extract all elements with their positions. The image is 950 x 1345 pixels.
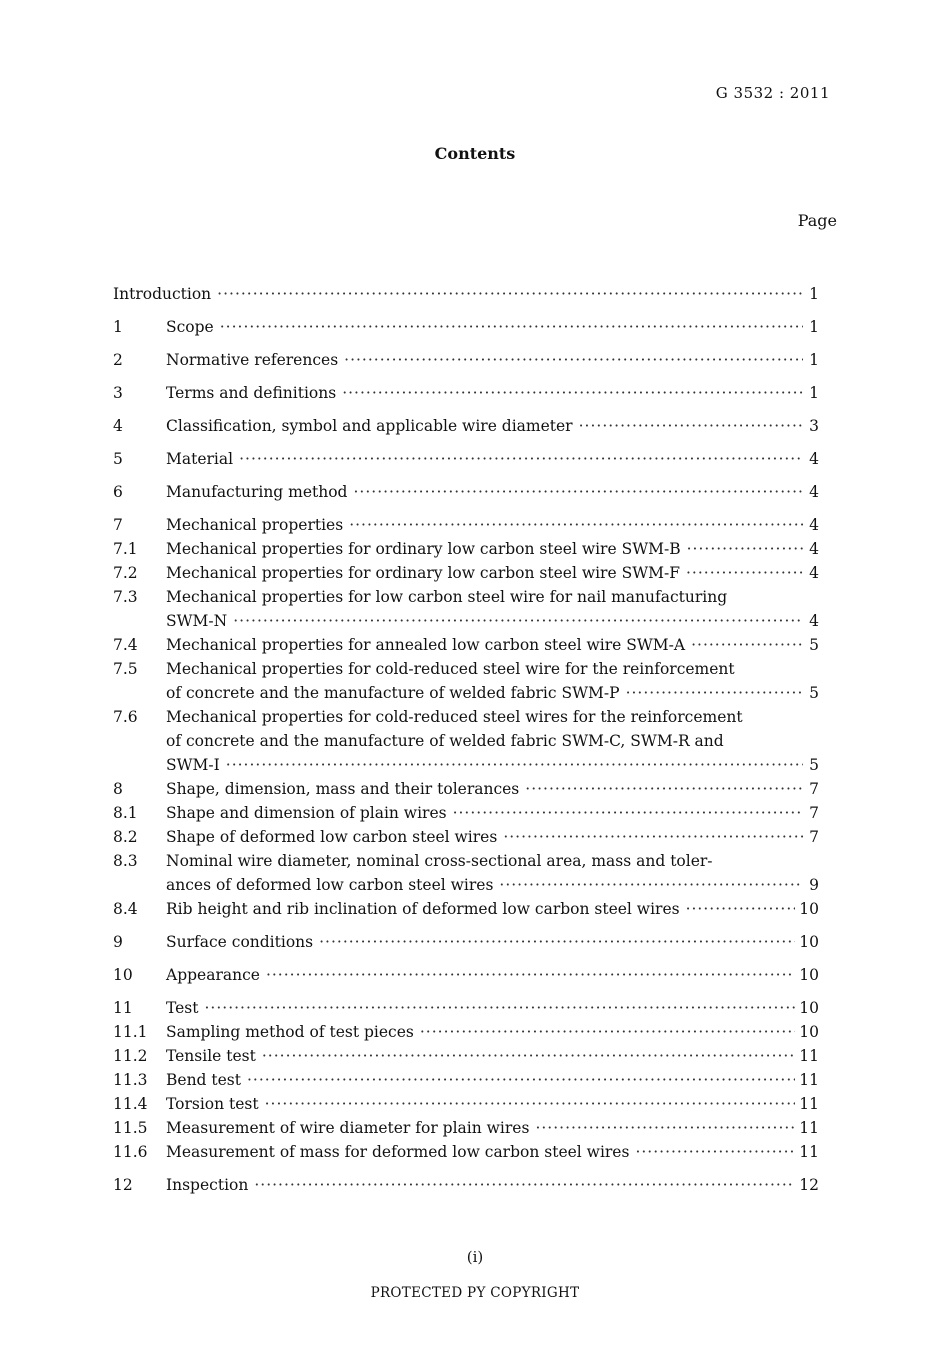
toc-entry-title: Appearance bbox=[166, 966, 260, 984]
toc-entry-page: 4 bbox=[809, 540, 819, 558]
toc-entry-number: 8.4 bbox=[113, 900, 138, 918]
toc-leader-dots bbox=[499, 873, 803, 897]
toc-entry-title: Measurement of mass for deformed low carbon steel wires bbox=[166, 1143, 630, 1161]
toc-entry[interactable] bbox=[113, 849, 819, 897]
toc-entry-number: 8.1 bbox=[113, 804, 138, 822]
toc-entry-page: 9 bbox=[809, 876, 819, 894]
toc-entry[interactable] bbox=[113, 657, 819, 705]
toc-entry-page: 1 bbox=[809, 318, 819, 336]
toc-entry-title: Shape and dimension of plain wires bbox=[166, 804, 447, 822]
toc-entry-page: 7 bbox=[809, 780, 819, 798]
toc-entry[interactable] bbox=[113, 930, 819, 954]
toc-entry[interactable] bbox=[113, 801, 819, 825]
toc-entry-title-line: Mechanical properties for cold-reduced steel wires for the reinforcement bbox=[166, 708, 743, 726]
toc-entry-title: Classification, symbol and applicable wire diameter bbox=[166, 417, 573, 435]
toc-entry-page: 3 bbox=[809, 417, 819, 435]
toc-entry-number: 8 bbox=[113, 780, 123, 798]
toc-entry-title: Test bbox=[166, 999, 199, 1017]
toc-entry-page: 1 bbox=[809, 285, 819, 303]
toc-entry[interactable] bbox=[113, 1092, 819, 1116]
toc-entry-page: 10 bbox=[799, 1023, 819, 1041]
toc-entry-number: 11.2 bbox=[113, 1047, 148, 1065]
toc-leader-dots bbox=[265, 1092, 795, 1116]
toc-leader-dots bbox=[353, 480, 803, 504]
page-column-label: Page bbox=[797, 211, 837, 230]
toc-entry-number: 7.3 bbox=[113, 588, 138, 606]
toc-entry-page: 7 bbox=[809, 828, 819, 846]
toc-entry-page: 10 bbox=[799, 966, 819, 984]
toc-leader-dots bbox=[687, 537, 803, 561]
toc-entry[interactable] bbox=[113, 537, 819, 561]
toc-entry-number: 8.3 bbox=[113, 852, 138, 870]
toc-entry-number: 2 bbox=[113, 351, 123, 369]
toc-entry[interactable] bbox=[113, 1068, 819, 1092]
toc-entry-page: 10 bbox=[799, 933, 819, 951]
toc-entry-title: Tensile test bbox=[166, 1047, 256, 1065]
table-of-contents bbox=[113, 282, 819, 1197]
toc-leader-dots bbox=[525, 777, 803, 801]
toc-leader-dots bbox=[344, 348, 803, 372]
toc-leader-dots bbox=[503, 825, 803, 849]
toc-entry-page: 7 bbox=[809, 804, 819, 822]
toc-entry-title: of concrete and the manufacture of welded fabric SWM-P bbox=[166, 684, 620, 702]
toc-leader-dots bbox=[220, 315, 803, 339]
toc-entry-title: Rib height and rib inclination of deformed low carbon steel wires bbox=[166, 900, 680, 918]
toc-entry-page: 5 bbox=[809, 756, 819, 774]
toc-entry[interactable] bbox=[113, 447, 819, 471]
toc-entry-number: 11.6 bbox=[113, 1143, 148, 1161]
toc-entry-page: 4 bbox=[809, 564, 819, 582]
toc-entry-title: Sampling method of test pieces bbox=[166, 1023, 414, 1041]
toc-leader-dots bbox=[626, 681, 803, 705]
toc-entry-number: 5 bbox=[113, 450, 123, 468]
toc-entry-title: Inspection bbox=[166, 1176, 249, 1194]
toc-entry-number: 11.4 bbox=[113, 1095, 148, 1113]
toc-entry-page: 5 bbox=[809, 684, 819, 702]
toc-entry-title: Mechanical properties for ordinary low carbon steel wire SWM-B bbox=[166, 540, 681, 558]
toc-entry-title: Mechanical properties for annealed low carbon steel wire SWM-A bbox=[166, 636, 686, 654]
toc-leader-dots bbox=[535, 1116, 795, 1140]
toc-entry[interactable] bbox=[113, 282, 819, 306]
toc-leader-dots bbox=[254, 1173, 795, 1197]
toc-entry-title-line: Nominal wire diameter, nominal cross-sectional area, mass and toler- bbox=[166, 852, 713, 870]
toc-entry[interactable] bbox=[113, 1140, 819, 1164]
toc-entry[interactable] bbox=[113, 777, 819, 801]
toc-leader-dots bbox=[420, 1020, 795, 1044]
toc-entry-number: 8.2 bbox=[113, 828, 138, 846]
toc-leader-dots bbox=[217, 282, 803, 306]
toc-leader-dots bbox=[349, 513, 803, 537]
toc-entry[interactable] bbox=[113, 996, 819, 1020]
toc-entry-title: Bend test bbox=[166, 1071, 241, 1089]
toc-entry-page: 10 bbox=[799, 999, 819, 1017]
toc-entry-title: Introduction bbox=[113, 285, 212, 303]
toc-entry-title: Mechanical properties for ordinary low carbon steel wire SWM-F bbox=[166, 564, 680, 582]
toc-entry-page: 10 bbox=[799, 900, 819, 918]
toc-entry[interactable] bbox=[113, 348, 819, 372]
toc-entry-number: 7.1 bbox=[113, 540, 138, 558]
toc-entry-page: 1 bbox=[809, 384, 819, 402]
toc-entry-title: SWM-I bbox=[166, 756, 220, 774]
toc-entry-page: 12 bbox=[799, 1176, 819, 1194]
toc-entry-title: Surface conditions bbox=[166, 933, 314, 951]
toc-entry-number: 3 bbox=[113, 384, 123, 402]
toc-leader-dots bbox=[239, 447, 803, 471]
toc-entry-page: 11 bbox=[799, 1143, 819, 1161]
toc-entry[interactable] bbox=[113, 963, 819, 987]
toc-entry-number: 12 bbox=[113, 1176, 133, 1194]
toc-entry[interactable] bbox=[113, 705, 819, 777]
toc-entry-page: 4 bbox=[809, 450, 819, 468]
toc-leader-dots bbox=[266, 963, 795, 987]
toc-entry-number: 11.5 bbox=[113, 1119, 148, 1137]
toc-leader-dots bbox=[579, 414, 803, 438]
toc-entry-title: Terms and definitions bbox=[166, 384, 337, 402]
toc-entry[interactable] bbox=[113, 1116, 819, 1140]
toc-entry-page: 4 bbox=[809, 483, 819, 501]
toc-entry-number: 11.3 bbox=[113, 1071, 148, 1089]
toc-leader-dots bbox=[262, 1044, 795, 1068]
toc-entry[interactable] bbox=[113, 315, 819, 339]
toc-entry[interactable] bbox=[113, 513, 819, 537]
toc-entry-title: SWM-N bbox=[166, 612, 228, 630]
toc-entry[interactable] bbox=[113, 414, 819, 438]
toc-entry-number: 7.4 bbox=[113, 636, 138, 654]
toc-entry-title: Scope bbox=[166, 318, 214, 336]
toc-entry-number: 6 bbox=[113, 483, 123, 501]
toc-entry-title-line: Mechanical properties for cold-reduced steel wire for the reinforcement bbox=[166, 660, 735, 678]
toc-entry[interactable] bbox=[113, 1020, 819, 1044]
toc-leader-dots bbox=[691, 633, 803, 657]
toc-entry-page: 4 bbox=[809, 516, 819, 534]
copyright-notice: PROTECTED PY COPYRIGHT bbox=[370, 1285, 580, 1301]
toc-entry-title-line: of concrete and the manufacture of welded fabric SWM-C, SWM-R and bbox=[166, 732, 724, 750]
toc-entry-number: 7.6 bbox=[113, 708, 138, 726]
toc-leader-dots bbox=[319, 930, 795, 954]
toc-leader-dots bbox=[686, 897, 795, 921]
toc-entry-title-line: Mechanical properties for low carbon steel wire for nail manufacturing bbox=[166, 588, 728, 606]
toc-entry[interactable] bbox=[113, 1044, 819, 1068]
toc-entry-page: 5 bbox=[809, 636, 819, 654]
toc-entry[interactable] bbox=[113, 585, 819, 633]
toc-entry-number: 11.1 bbox=[113, 1023, 148, 1041]
toc-entry-title: Measurement of wire diameter for plain wires bbox=[166, 1119, 530, 1137]
toc-entry-number: 4 bbox=[113, 417, 123, 435]
toc-entry-page: 11 bbox=[799, 1047, 819, 1065]
page-title: Contents bbox=[434, 144, 516, 163]
page-number: (i) bbox=[466, 1248, 484, 1266]
toc-entry-title: Shape, dimension, mass and their tolerances bbox=[166, 780, 520, 798]
toc-entry-page: 11 bbox=[799, 1119, 819, 1137]
document-code: G 3532 : 2011 bbox=[715, 84, 830, 102]
toc-entry-page: 11 bbox=[799, 1071, 819, 1089]
toc-entry-title: Mechanical properties bbox=[166, 516, 344, 534]
toc-entry-page: 4 bbox=[809, 612, 819, 630]
toc-entry-page: 1 bbox=[809, 351, 819, 369]
toc-entry-title: Normative references bbox=[166, 351, 339, 369]
toc-entry-number: 9 bbox=[113, 933, 123, 951]
toc-leader-dots bbox=[453, 801, 803, 825]
toc-entry[interactable] bbox=[113, 897, 819, 921]
toc-entry-title: Material bbox=[166, 450, 234, 468]
toc-entry-title: ances of deformed low carbon steel wires bbox=[166, 876, 494, 894]
toc-entry[interactable] bbox=[113, 381, 819, 405]
toc-leader-dots bbox=[226, 753, 803, 777]
toc-entry[interactable] bbox=[113, 825, 819, 849]
toc-entry-number: 7.2 bbox=[113, 564, 138, 582]
toc-entry-title: Torsion test bbox=[166, 1095, 259, 1113]
toc-leader-dots bbox=[686, 561, 803, 585]
toc-entry[interactable] bbox=[113, 561, 819, 585]
toc-entry-number: 7.5 bbox=[113, 660, 138, 678]
toc-entry-title: Shape of deformed low carbon steel wires bbox=[166, 828, 498, 846]
toc-leader-dots bbox=[233, 609, 803, 633]
toc-entry-number: 7 bbox=[113, 516, 123, 534]
toc-leader-dots bbox=[635, 1140, 795, 1164]
toc-entry[interactable] bbox=[113, 633, 819, 657]
toc-entry-title: Manufacturing method bbox=[166, 483, 348, 501]
toc-entry[interactable] bbox=[113, 1173, 819, 1197]
toc-entry-page: 11 bbox=[799, 1095, 819, 1113]
toc-leader-dots bbox=[342, 381, 803, 405]
toc-entry-number: 1 bbox=[113, 318, 123, 336]
toc-leader-dots bbox=[247, 1068, 795, 1092]
toc-entry-number: 11 bbox=[113, 999, 133, 1017]
toc-entry-number: 10 bbox=[113, 966, 133, 984]
toc-entry[interactable] bbox=[113, 480, 819, 504]
toc-leader-dots bbox=[205, 996, 796, 1020]
